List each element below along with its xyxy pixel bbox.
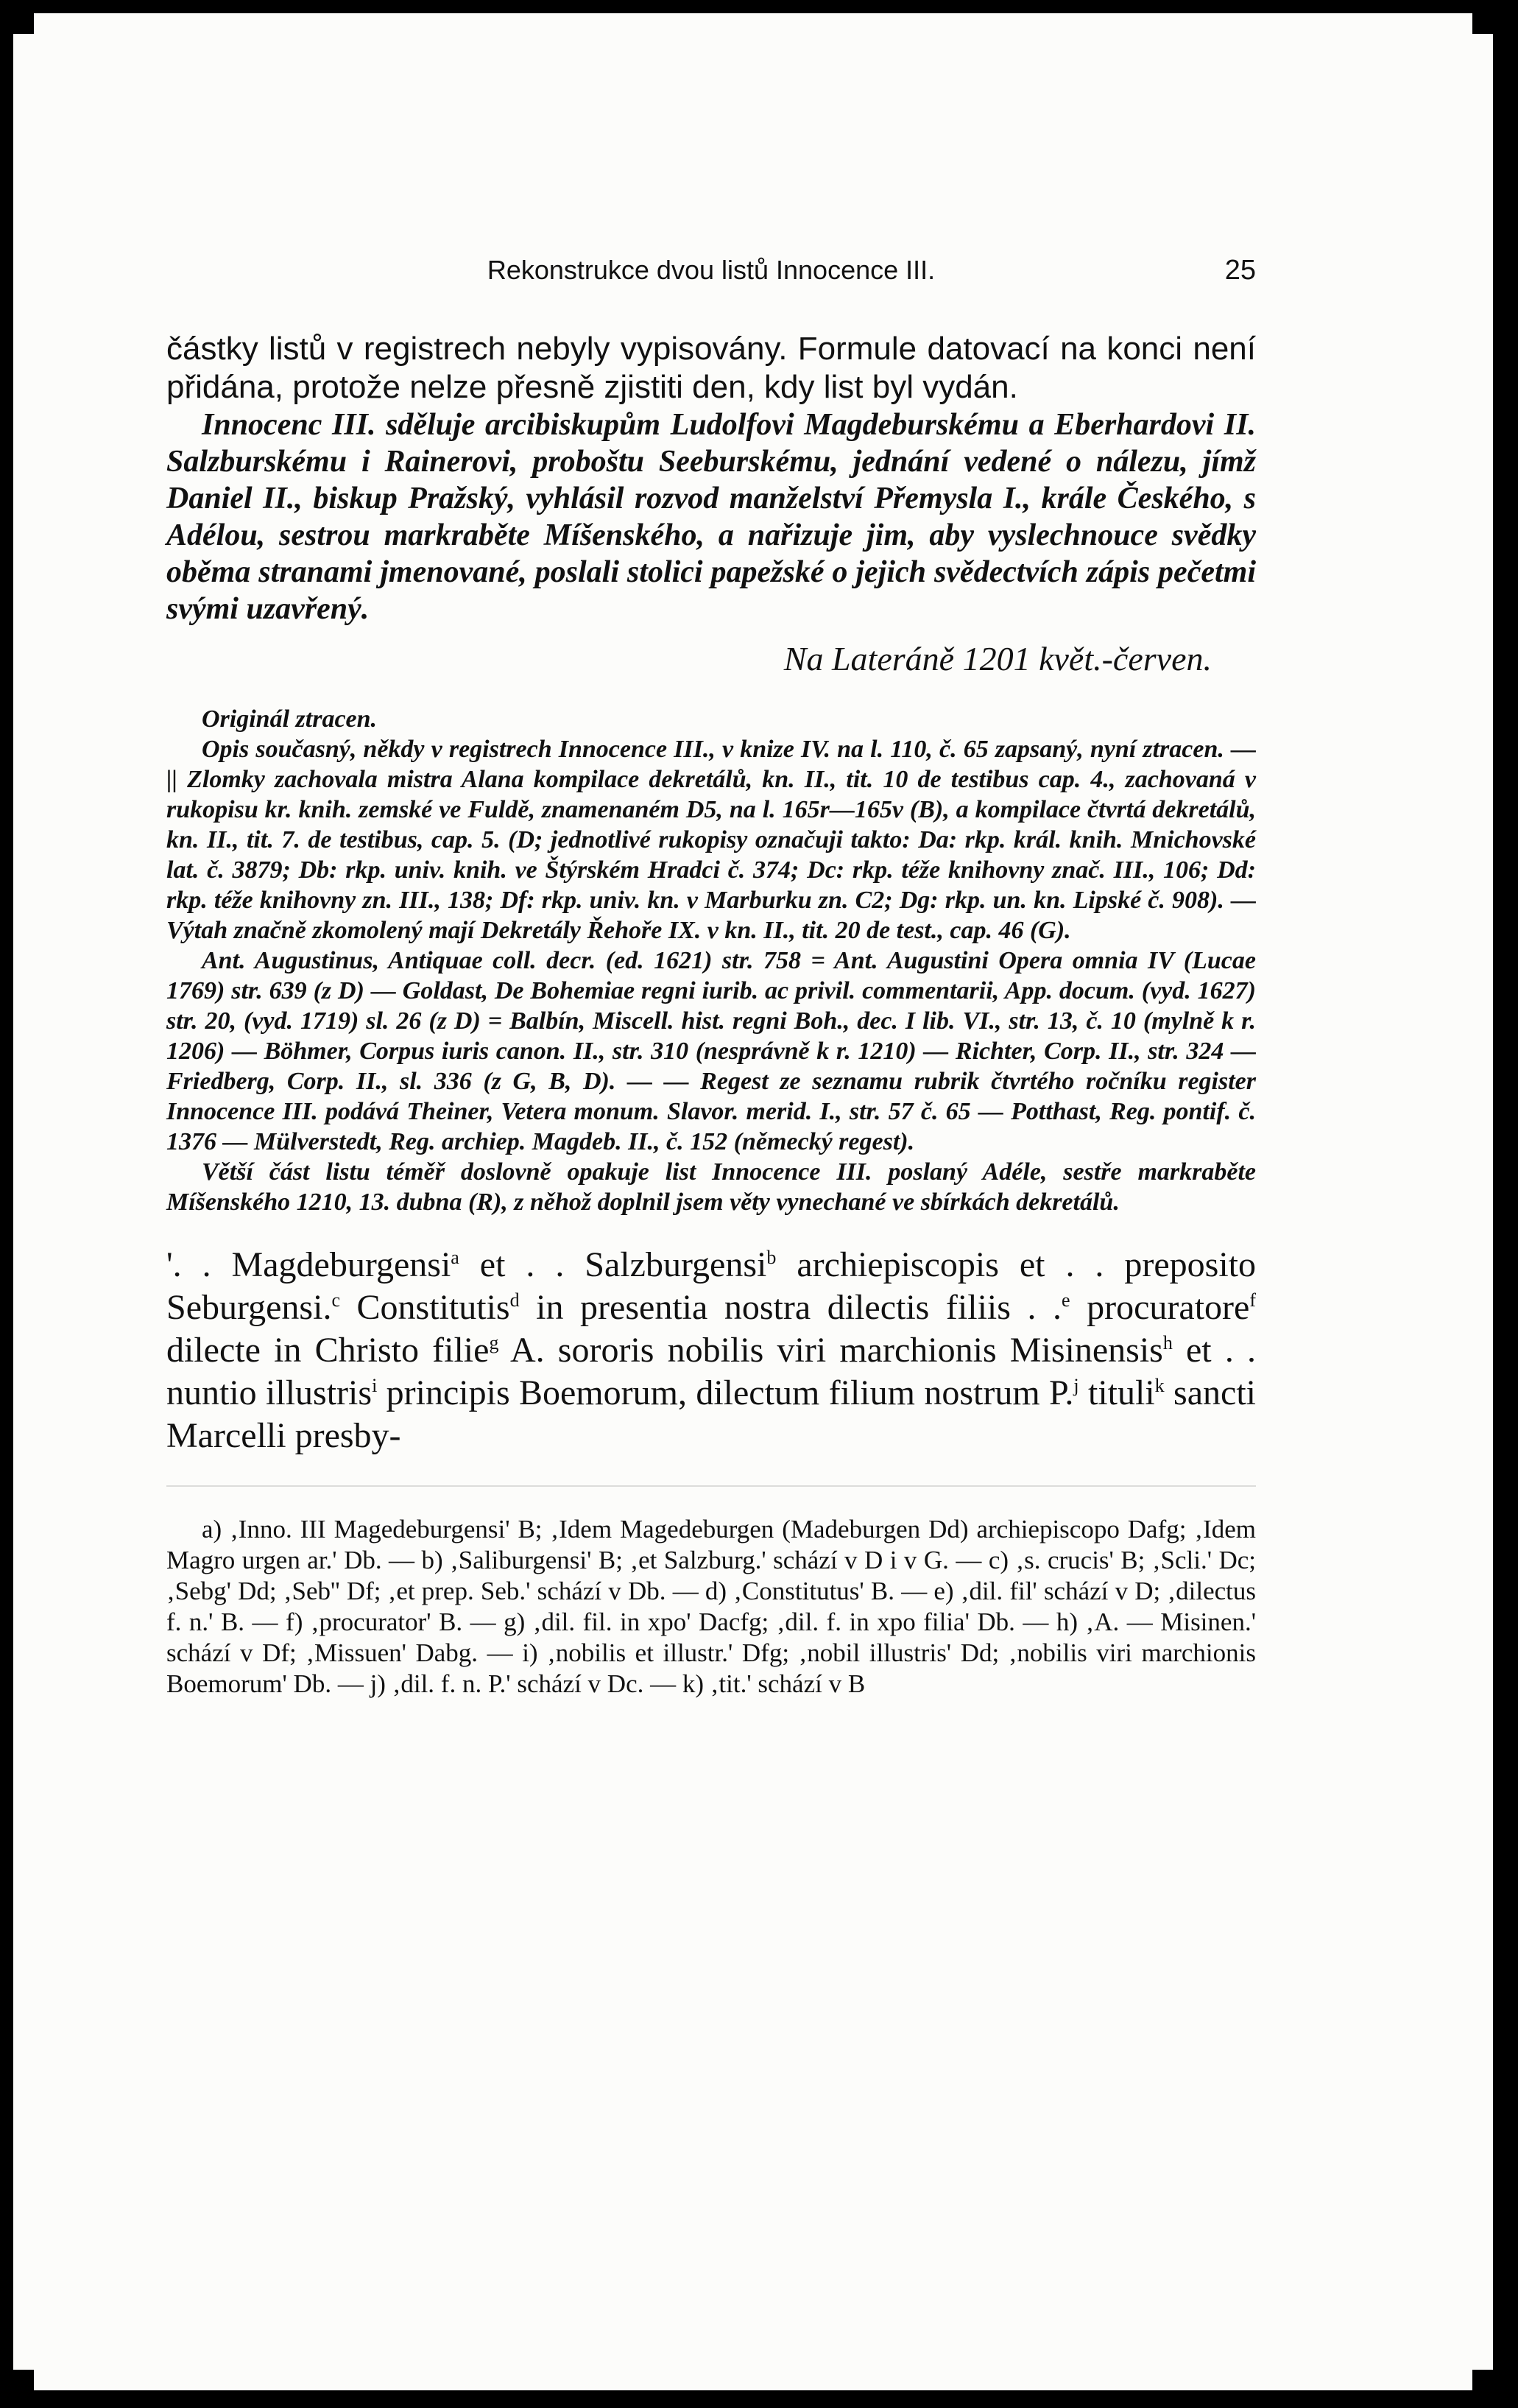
latin-segment: dilecte in Christo filie	[166, 1331, 490, 1370]
latin-segment: procuratore	[1070, 1288, 1250, 1327]
source-note: Větší část listu téměř doslovně opakuje list Innocence III. poslaný Adéle, sestře markraběte Míšenského 1210, 13. dubna (R), z něhož doplnil jsem věty vynechané ve sbírkách dekretálů.	[166, 1158, 1256, 1216]
source-apparatus	[166, 704, 1256, 1217]
page-number: 25	[1224, 255, 1256, 286]
footnotes	[166, 1514, 1256, 1700]
running-header	[166, 249, 1256, 293]
regest-block	[166, 406, 1256, 677]
footnote-marker: e	[1062, 1289, 1070, 1311]
scanned-page	[13, 13, 1493, 2390]
latin-segment: tituli	[1079, 1373, 1155, 1412]
latin-segment: A. sororis nobilis viri marchionis Misinensis	[498, 1331, 1163, 1370]
latin-segment: archiepiscopis et . . preposito Seburgensi.	[166, 1245, 1257, 1327]
latin-segment: Constitutis	[339, 1288, 510, 1327]
scan-corner-marker	[13, 13, 34, 34]
scan-corner-marker	[13, 2370, 34, 2390]
source-copies: Opis současný, někdy v registrech Innocence III., v knize IV. na l. 110, č. 65 zapsaný, nyní ztracen. — || Zlomky zachovala mistra Alana kompilace dekretálů, kn. II., tit. 10 de testibus cap. 4., zachovaná v rukopisu kr. knih. zemské ve Fuldě, znamenaném D5, na l. 165r—165v (B), a kompilace čtvrtá dekretálů, kn. II., tit. 7. de testibus, cap. 5. (D; jednotlivé rukopisy označuji takto: Da: rkp. král. knih. Mnichovské lat. č. 3879; Db: rkp. univ. knih. ve Štýrském Hradci č. 374; Dc: rkp. téže knihovny znač. III., 106; Dd: rkp. téže knihovny zn. III., 138; Df: rkp. univ. kn. v Marburku zn. C2; Dg: rkp. un. kn. Lipské č. 908). — Výtah značně zkomolený mají Dekretály Řehoře IX. v kn. II., tit. 20 de test., cap. 46 (G).	[166, 736, 1256, 944]
scan-corner-marker	[1472, 2370, 1493, 2390]
divider-line	[166, 1479, 1256, 1493]
footnote-marker: c	[331, 1289, 340, 1311]
intro-paragraph	[166, 330, 1256, 406]
source-original: Originál ztracen.	[202, 705, 378, 733]
regest-text: Innocenc III. sděluje arcibiskupům Ludolfovi Magdeburskému a Eberhardovi II. Salzburskému i Rainerovi, proboštu Seeburskému, jednání vedené o nálezu, jímž Daniel II., biskup Pražský, vyhlásil rozvod manželství Přemysla I., krále Českého, s Adélou, sestrou markraběte Míšenského, a nařizuje jim, aby vyslechnouce svědky oběma stranami jmenované, poslali stolici papežské o jejich svědectvích zápis pečetmi svými uzavřený.	[166, 408, 1256, 626]
latin-text	[166, 1244, 1256, 1457]
footnote-marker: h	[1162, 1332, 1173, 1353]
footnote-marker: j	[1073, 1375, 1079, 1396]
footnote-divider	[166, 1479, 1256, 1496]
intro-text: částky listů v registrech nebyly vypisovány. Formule datovací na konci není přidána, protože nelze přesně zjistiti den, kdy list byl vydán.	[166, 331, 1256, 405]
footnote-marker: d	[509, 1289, 520, 1311]
latin-segment: et . . nuntio illustris	[166, 1331, 1256, 1412]
scan-corner-marker	[1472, 13, 1493, 34]
page-content	[166, 249, 1256, 1700]
latin-segment: in presentia nostra dilectis filiis . .	[519, 1288, 1062, 1327]
footnote-marker: k	[1154, 1375, 1165, 1396]
footnote-marker: g	[489, 1332, 499, 1353]
footnote-marker: i	[372, 1375, 378, 1396]
running-title: Rekonstrukce dvou listů Innocence III.	[487, 255, 936, 285]
footnote-marker: f	[1249, 1289, 1257, 1311]
latin-segment: et . . Salzburgensi	[459, 1245, 767, 1284]
footnote-marker: b	[766, 1247, 777, 1268]
latin-segment: sancti Marcelli presby-	[166, 1373, 1256, 1455]
latin-segment: principis Boemorum, dilectum filium nostrum P.	[377, 1373, 1074, 1412]
footnote-marker: a	[451, 1247, 459, 1268]
source-editions: Ant. Augustinus, Antiquae coll. decr. (ed. 1621) str. 758 = Ant. Augustini Opera omnia IV (Lucae 1769) str. 639 (z D) — Goldast, De Bohemiae regni iurib. ac privil. commentarii, App. docum. (vyd. 1627) str. 20, (vyd. 1719) sl. 26 (z D) = Balbín, Miscell. hist. regni Boh., dec. I lib. VI., str. 13, č. 10 (mylně k r. 1206) — Böhmer, Corpus iuris canon. II., str. 310 (nesprávně k r. 1210) — Richter, Corp. II., str. 324 — Friedberg, Corp. II., sl. 336 (z G, B, D). — — Regest ze seznamu rubrik čtvrtého ročníku register Innocence III. podává Theiner, Vetera monum. Slavor. merid. I., str. 57 č. 65 — Potthast, Reg. pontif. č. 1376 — Mülverstedt, Reg. archiep. Magdeb. II., č. 152 (německý regest).	[166, 947, 1256, 1155]
footnotes-text: a) ‚Inno. III Magedeburgensi' B; ‚Idem Magedeburgen (Madeburgen Dd) archiepiscopo Dafg; ‚Idem Magro urgen ar.' Db. — b) ‚Saliburgensi' B; ‚et Salzburg.' schází v D i v G. — c) ‚s. crucis' B; ‚Scli.' Dc; ‚Sebg' Dd; ‚Seb'' Df; ‚et prep. Seb.' schází v Db. — d) ‚Constitutus' B. — e) ‚dil. fil' schází v D; ‚dilectus f. n.' B. — f) ‚procurator' B. — g) ‚dil. fil. in xpo' Dacfg; ‚dil. f. in xpo filia' Db. — h) ‚A. — Misinen.' schází v Df; ‚Missuen' Dabg. — i) ‚nobilis et illustr.' Dfg; ‚nobil illustris' Dd; ‚nobilis viri marchionis Boemorum' Db. — j) ‚dil. f. n. P.' schází v Dc. — k) ‚tit.' schází v B	[166, 1515, 1256, 1698]
latin-segment: '. . Magdeburgensi	[166, 1245, 451, 1284]
regest-date: Na Lateráně 1201 květ.-červen.	[783, 640, 1212, 677]
